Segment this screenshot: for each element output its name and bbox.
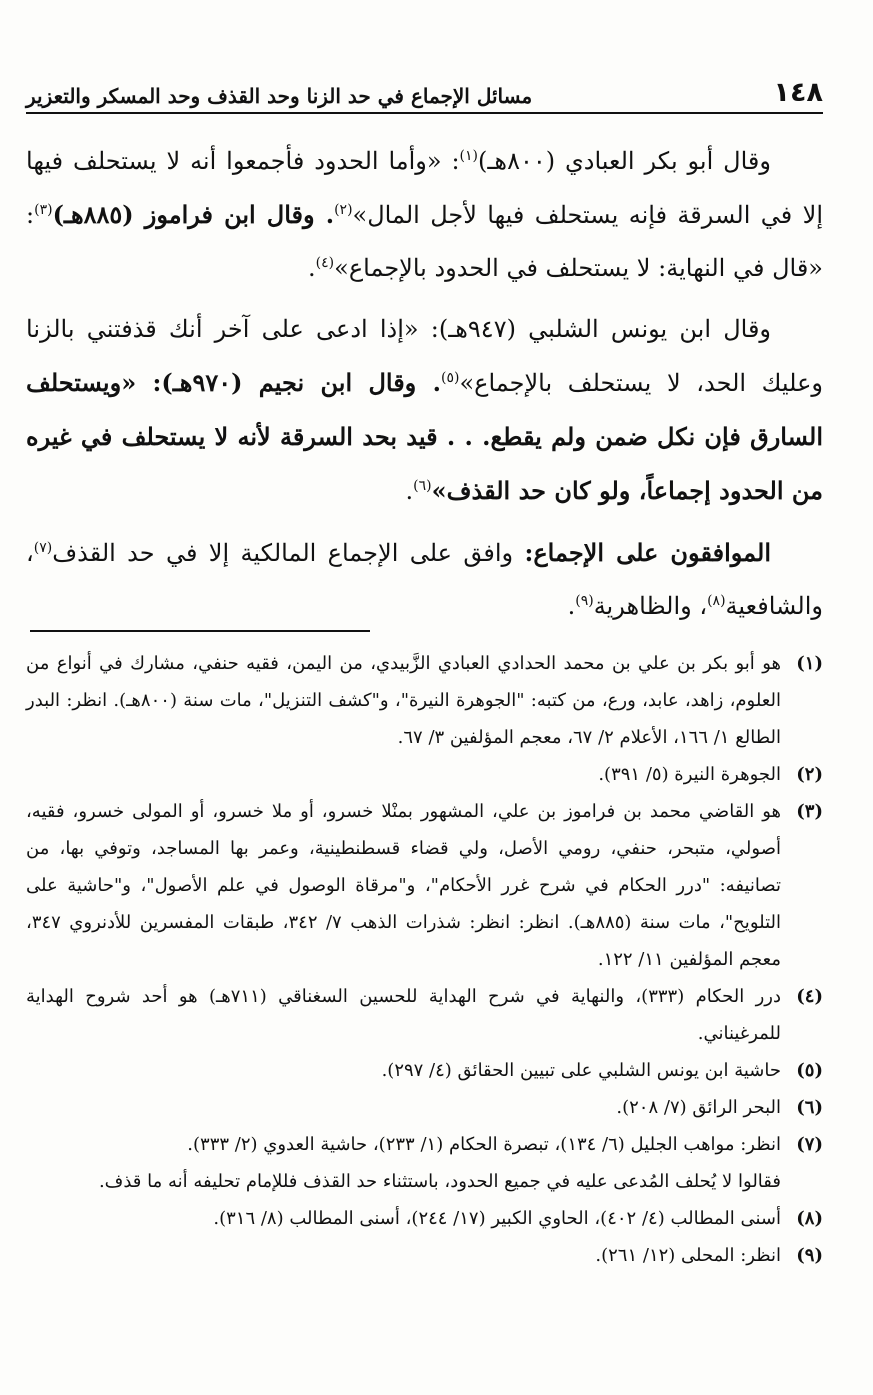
text-span: . وقال ابن نجيم (٩٧٠هـ): «ويستحلف السارق فإن نكل ضمن ولم يقطع. . . قيد بحد السرقة لأنه لا يستحلف في غيره من الحدود إجماعاً، ولو كان حد القذف» [26, 368, 824, 505]
footnote-continuation: فقالوا لا يُحلف المُدعى عليه في جميع الحدود، باستثناء حد القذف فللإمام تحليفه أنه ما قذف. [98, 1171, 781, 1192]
footnote-number: (١) [796, 653, 823, 674]
footnote [26, 756, 823, 793]
text-span: وقال ابن يونس الشلبي (٩٤٧هـ): «إذا ادعى على آخر أنك قذفتني بالزنا وعليك الحد، لا يستحلف بالإجماع» [26, 315, 823, 397]
footnote-ref: (١) [459, 148, 478, 164]
running-title: مسائل الإجماع في حد الزنا وحد القذف وحد المسكر والتعزير [26, 84, 533, 108]
footnote-text: أسنى المطالب (٤/ ٤٠٢)، الحاوي الكبير (١٧/ ٢٤٤)، أسنى المطالب (٨/ ٣١٦). [213, 1208, 781, 1229]
footnote-ref: (٧) [33, 540, 53, 556]
footnote [26, 1200, 823, 1237]
footnote-number: (٦) [796, 1097, 823, 1118]
footnote-text: انظر: مواهب الجليل (٦/ ١٣٤)، تبصرة الحكام (١/ ٢٣٣)، حاشية العدوي (٢/ ٣٣٣). [187, 1134, 781, 1155]
footnote [26, 1126, 823, 1163]
footnote [26, 978, 823, 1052]
text-span: وقال أبو بكر العبادي (٨٠٠هـ) [478, 147, 771, 175]
footnote-ref: (٢) [334, 202, 353, 218]
text-span: : «قال في النهاية: لا يستحلف في الحدود بالإجماع» [26, 201, 823, 282]
page-header [26, 70, 823, 114]
footnote-number: (٧) [796, 1134, 823, 1155]
footnote-text: انظر: المحلى (١٢/ ٢٦١). [595, 1245, 781, 1266]
footnote-ref: (٤) [315, 255, 335, 271]
footnote-ref: (٦) [413, 478, 432, 494]
text-span: . [308, 254, 316, 282]
text-span: وافق على الإجماع المالكية إلا في حد القذف [52, 539, 525, 567]
footnote [26, 1089, 823, 1126]
footnote-text: هو القاضي محمد بن فراموز بن علي، المشهور بمنْلا خسرو، أو ملا خسرو، أو المولى خسرو، فقيه، أصولي، متبحر، حنفي، رومي الأصل، ولي قضاء قسطنطينية، وعمر بها المساجد، وتوفي بها، من تصانيفه: "درر الحكام في شرح غرر الأحكام"، و"مرقاة الوصول في علم الأصول"، و"حاشية على التلويح"، مات سنة (٨٨٥هـ). انظر: انظر: شذرات الذهب ٧/ ٣٤٢، طبقات المفسرين للأدنروي ٣٤٧، معجم المؤلفين ١١/ ١٢٢. [26, 801, 781, 970]
text-span: ، والظاهرية [593, 592, 708, 620]
footnote-text: حاشية ابن يونس الشلبي على تبيين الحقائق (٤/ ٢٩٧). [381, 1060, 781, 1081]
footnote-text: البحر الرائق (٧/ ٢٠٨). [616, 1097, 781, 1118]
footnote [26, 645, 823, 756]
section-heading: الموافقون على الإجماع: [524, 538, 771, 567]
footnote-text: هو أبو بكر بن علي بن محمد الحدادي العبادي الزَّبيدي، من اليمن، فقيه حنفي، مشارك في أنواع من العلوم، زاهد، عابد، ورع، من كتبه: "الجوهرة النيرة"، و"كشف التنزيل"، مات سنة (٨٠٠هـ). انظر: البدر الطالع ١/ ١٦٦، الأعلام ٢/ ٦٧، معجم المؤلفين ٣/ ٦٧. [26, 653, 781, 748]
text-span: . [567, 592, 576, 620]
paragraph [26, 303, 823, 518]
footnote [26, 1052, 823, 1089]
footnote-ref: (٥) [440, 370, 460, 386]
footnotes [26, 645, 823, 1274]
text-span: : «وأما الحدود فأجمعوا أنه لا يستحلف فيها إلا في السرقة فإنه يستحلف فيها لأجل المال» [26, 147, 823, 229]
footnote-number: (٣) [796, 801, 823, 822]
footnote-number: (٩) [796, 1245, 823, 1266]
paragraph [26, 135, 823, 295]
footnote-number: (٥) [796, 1060, 823, 1081]
footnote-number: (٨) [796, 1208, 823, 1229]
footnote-divider [30, 630, 370, 632]
main-text [26, 135, 823, 633]
text-span: ، والشافعية [26, 539, 823, 620]
text-span: . [405, 477, 414, 505]
footnote-ref: (٩) [575, 593, 594, 609]
footnote-ref: (٣) [34, 202, 53, 218]
footnote-ref: (٨) [707, 593, 726, 609]
paragraph [26, 526, 823, 633]
footnote-text: الجوهرة النيرة (٥/ ٣٩١). [598, 764, 781, 785]
footnote-text: درر الحكام (٣٣٣)، والنهاية في شرح الهداية للحسين السغناقي (٧١١هـ) هو أحد شروح الهداية للمرغيناني. [26, 986, 781, 1044]
page-number: ١٤٨ [773, 77, 823, 108]
footnote-number: (٤) [796, 986, 823, 1007]
footnote [26, 1237, 823, 1274]
footnote-number: (٢) [796, 764, 823, 785]
footnote [26, 793, 823, 978]
text-span: . وقال ابن فراموز (٨٨٥هـ) [52, 200, 335, 229]
